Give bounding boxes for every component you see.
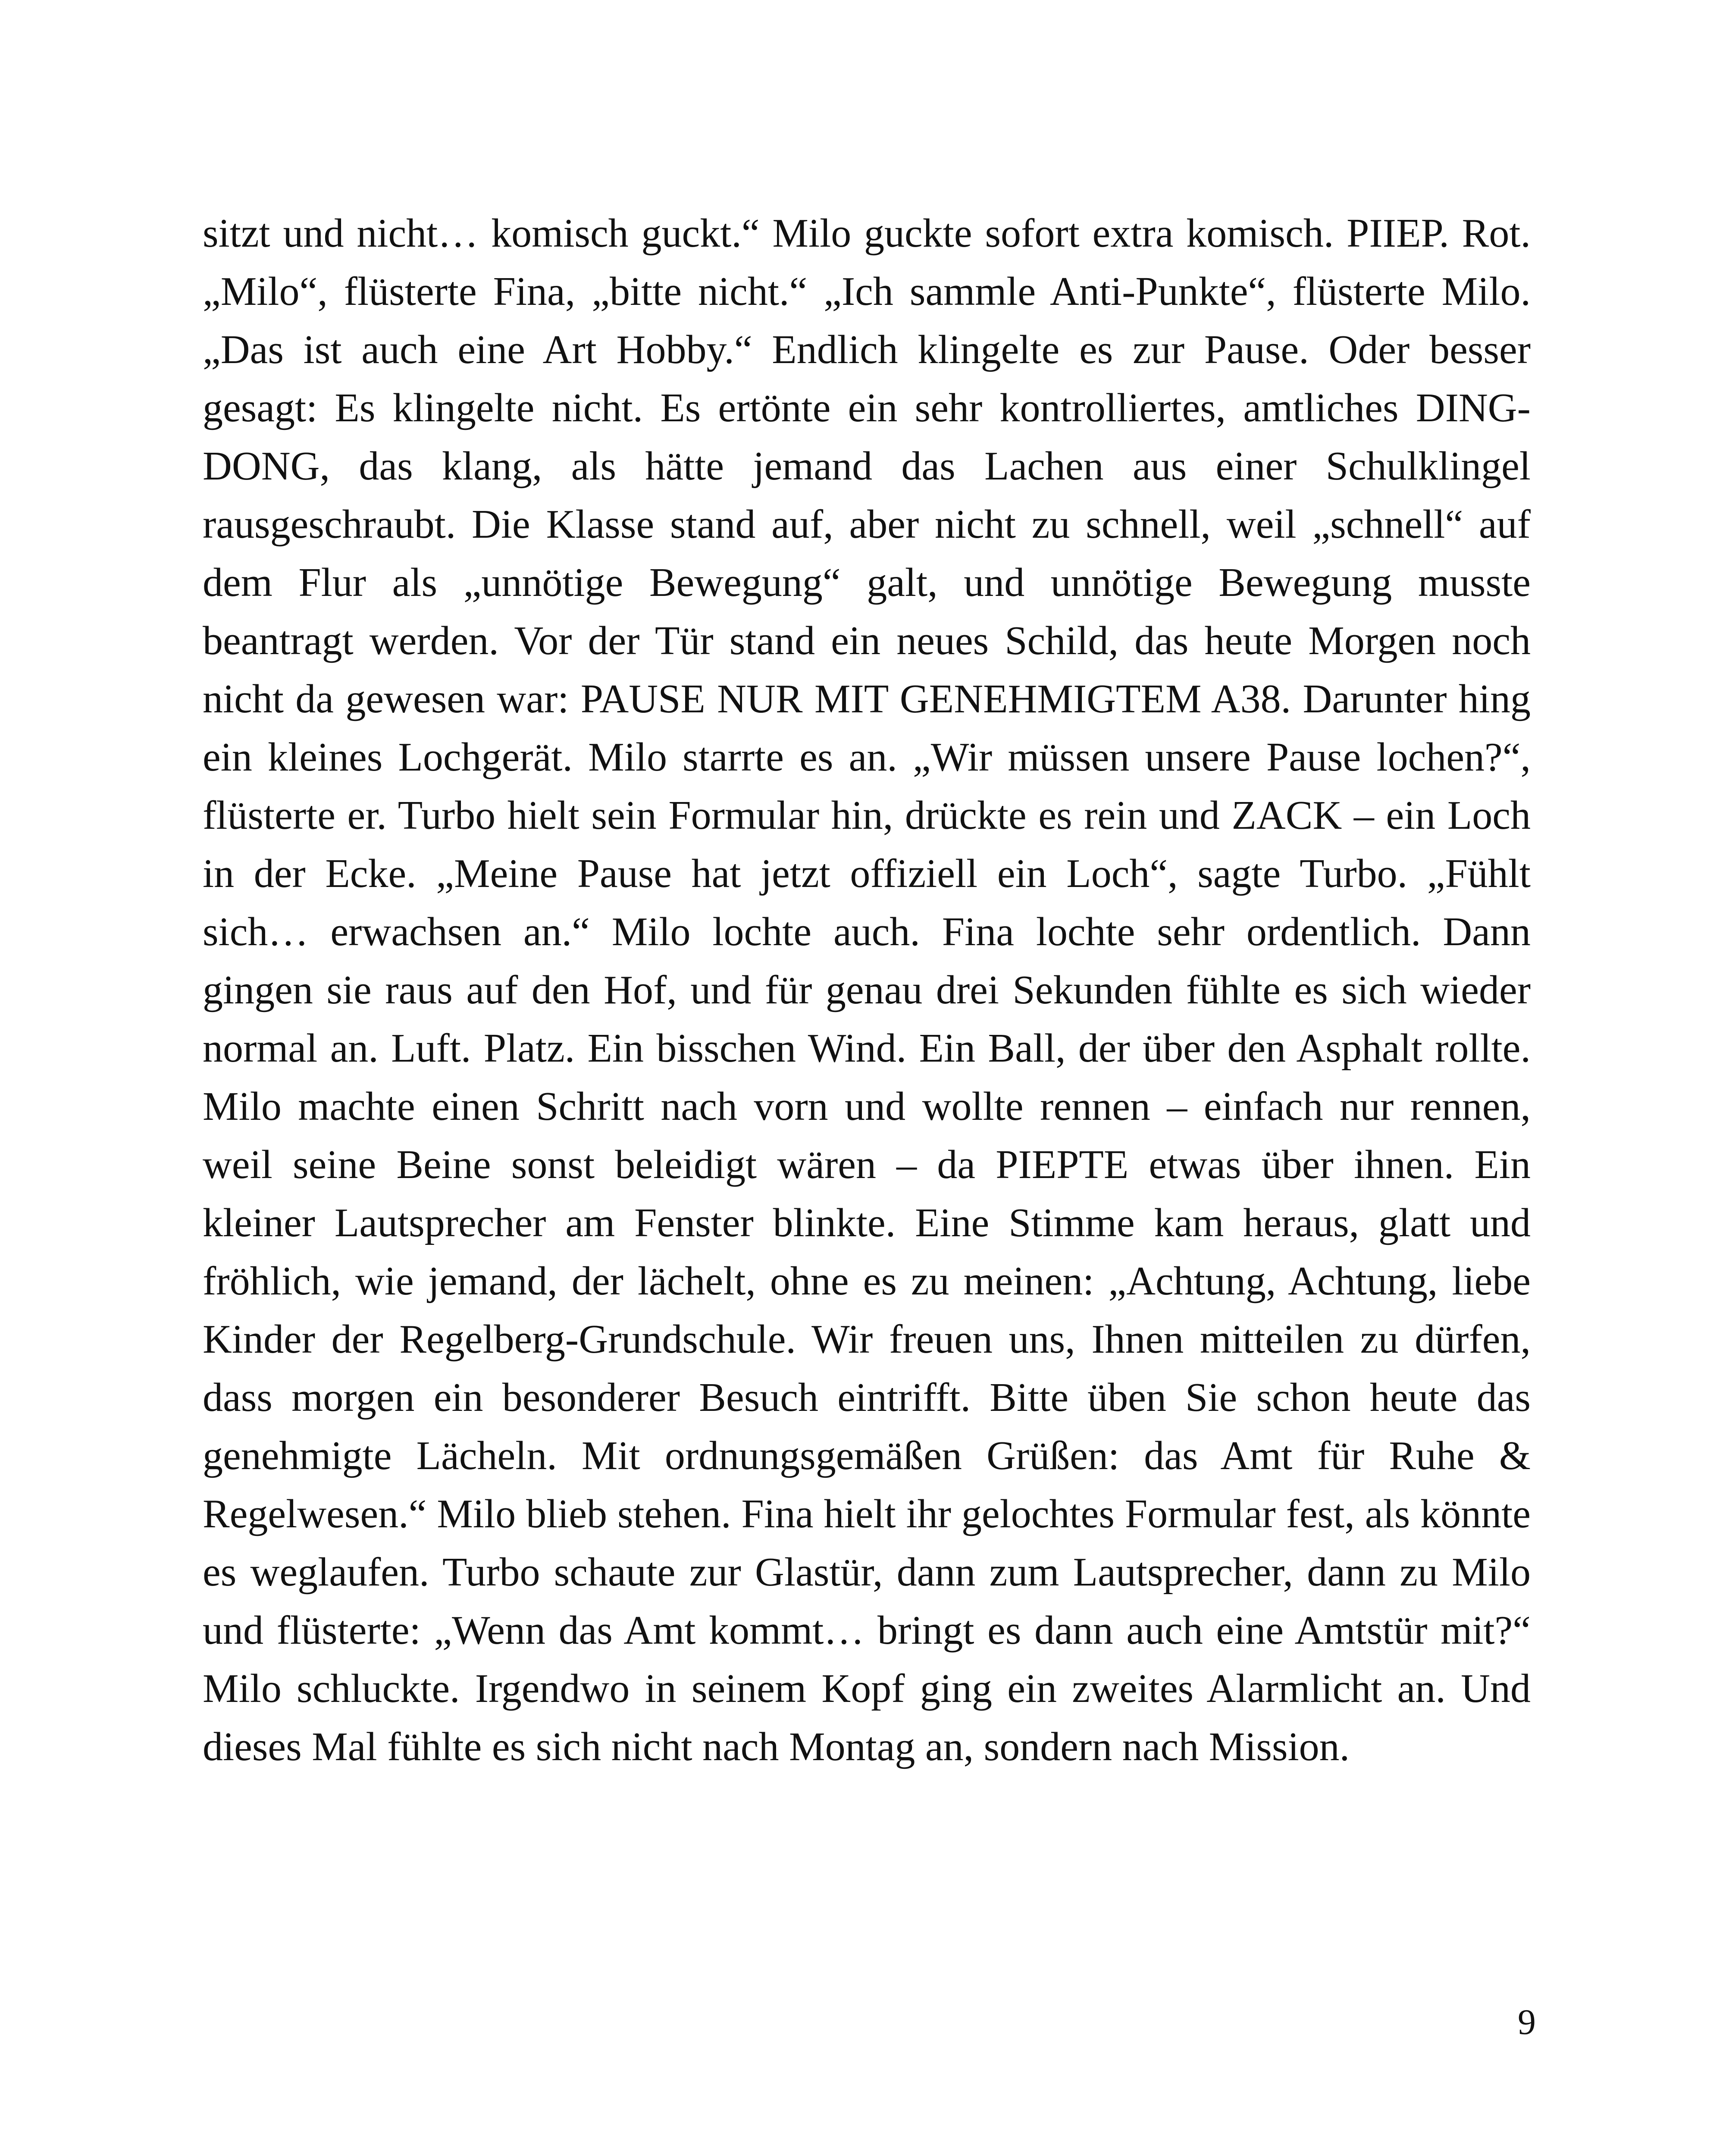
body-paragraph: sitzt und nicht… komisch guckt.“ Milo guckte sofort extra komisch. PIIEP. Rot. „Milo“, flüsterte Fina, „bitte nicht.“ „Ich sammle Anti-Punkte“, flüsterte Milo. „Das ist auch eine Art Hobby.“ Endlich klingelte es zur Pause. Oder besser gesagt: Es klingelte nicht. Es ertönte ein sehr kontrolliertes, amtliches DING-DONG, das klang, als hätte jemand das Lachen aus einer Schulklingel rausgeschraubt. Die Klasse stand auf, aber nicht zu schnell, weil „schnell“ auf dem Flur als „unnötige Bewegung“ galt, und unnötige Bewegung musste beantragt werden. Vor der Tür stand ein neues Schild, das heute Morgen noch nicht da gewesen war: PAUSE NUR MIT GENEHMIGTEM A38. Darunter hing ein kleines Lochgerät. Milo starrte es an. „Wir müssen unsere Pause lochen?“, flüsterte er. Turbo hielt sein Formular hin, drückte es rein und ZACK – ein Loch in der Ecke. „Meine Pause hat jetzt offiziell ein Loch“, sagte Turbo. „Fühlt sich… erwachsen an.“ Milo lochte auch. Fina lochte sehr ordentlich. Dann gingen sie raus auf den Hof, und für genau drei Sekunden fühlte es sich wieder normal an. Luft. Platz. Ein bisschen Wind. Ein Ball, der über den Asphalt rollte. Milo machte einen Schritt nach vorn und wollte rennen – einfach nur rennen, weil seine Beine sonst beleidigt wären – da PIEPTE etwas über ihnen. Ein kleiner Lautsprecher am Fenster blinkte. Eine Stimme kam heraus, glatt und fröhlich, wie jemand, der lächelt, ohne es zu meinen: „Achtung, Achtung, liebe Kinder der Regelberg-Grundschule. Wir freuen uns, Ihnen mitteilen zu dürfen, dass morgen ein besonderer Besuch eintrifft. Bitte üben Sie schon heute das genehmigte Lächeln. Mit ordnungsgemäßen Grüßen: das Amt für Ruhe & Regelwesen.“ Milo blieb stehen. Fina hielt ihr gelochtes Formular fest, als könnte es weglaufen. Turbo schaute zur Glastür, dann zum Lautsprecher, dann zu Milo und flüsterte: „Wenn das Amt kommt… bringt es dann auch eine Amtstür mit?“ Milo schluckte. Irgendwo in seinem Kopf ging ein zweites Alarmlicht an. Und dieses Mal fühlte es sich nicht nach Montag an, sondern nach Mission. <box>203 211 1531 1769</box>
page-number: 9 <box>1518 2002 1536 2042</box>
